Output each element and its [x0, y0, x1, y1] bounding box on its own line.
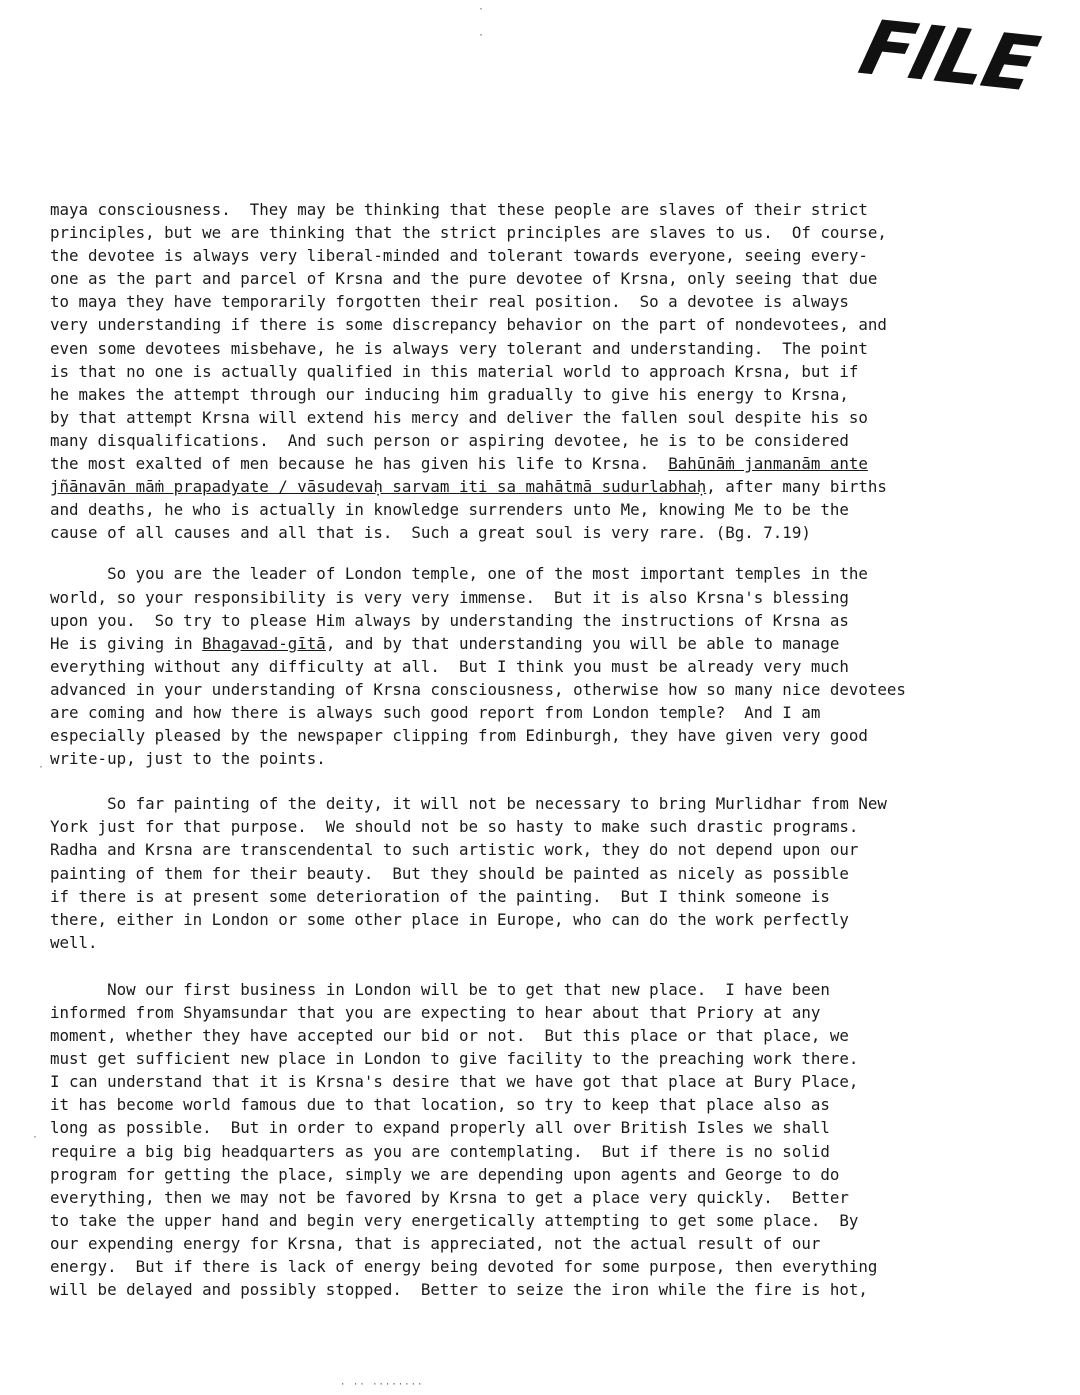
text-line: if there is at present some deterioration of the painting. But I think someone is — [50, 886, 830, 906]
verse-line: jñānavān māṁ prapadyate / vāsudevaḥ sarvam iti sa mahātmā sudurlabhaḥ — [50, 477, 707, 497]
text-line: write-up, just to the points. — [50, 749, 326, 769]
text-line: very understanding if there is some discrepancy behavior on the part of nondevotees, and — [50, 315, 887, 335]
letter-body — [50, 198, 1050, 1301]
paragraph-1 — [50, 198, 1050, 544]
text-line: require a big big headquarters as you are contemplating. But if there is no solid — [50, 1141, 830, 1161]
book-title: Bhagavad-gītā — [202, 633, 326, 653]
text-fragment: , and by that understanding you will be able to manage — [325, 633, 840, 653]
scan-speck: · — [38, 762, 45, 773]
text-line: world, so your responsibility is very very immense. But it is also Krsna's blessing — [50, 587, 849, 607]
text-line: upon you. So try to please Him always by understanding the instructions of Krsna as — [50, 610, 849, 630]
paragraph-4 — [50, 978, 1050, 1301]
text-line: by that attempt Krsna will extend his mercy and deliver the fallen soul despite his so — [50, 407, 868, 427]
text-line: and deaths, he who is actually in knowledge surrenders unto Me, knowing Me to be the — [50, 500, 849, 520]
text-line — [50, 452, 1050, 475]
file-stamp: FILE — [851, 2, 1046, 109]
text-line: advanced in your understanding of Krsna consciousness, otherwise how so many nice devotees — [50, 679, 906, 699]
text-fragment: , after many births — [706, 477, 887, 497]
text-line: program for getting the place, simply we are depending upon agents and George to do — [50, 1164, 840, 1184]
text-line: will be delayed and possibly stopped. Better to seize the iron while the fire is hot, — [50, 1280, 868, 1300]
paragraph-2 — [50, 562, 1050, 770]
text-line: to take the upper hand and begin very energetically attempting to get some place. By — [50, 1210, 859, 1230]
text-line: well. — [50, 932, 98, 952]
text-line: to maya they have temporarily forgotten their real position. So a devotee is always — [50, 292, 849, 312]
text-line: are coming and how there is always such good report from London temple? And I am — [50, 702, 821, 722]
scan-speck: · — [32, 1132, 39, 1143]
text-line: there, either in London or some other place in Europe, who can do the work perfectly — [50, 909, 849, 929]
text-line: long as possible. But in order to expand properly all over British Isles we shall — [50, 1118, 830, 1138]
text-line — [50, 632, 1050, 655]
text-line: one as the part and parcel of Krsna and the pure devotee of Krsna, only seeing that due — [50, 269, 878, 289]
text-line: energy. But if there is lack of energy being devoted for some purpose, then everything — [50, 1257, 878, 1277]
text-line: especially pleased by the newspaper clipping from Edinburgh, they have given very good — [50, 726, 868, 746]
text-line: our expending energy for Krsna, that is appreciated, not the actual result of our — [50, 1233, 821, 1253]
text-line: Radha and Krsna are transcendental to such artistic work, they do not depend upon our — [50, 840, 859, 860]
footer-scan-mark: · ·· ········ — [340, 1380, 424, 1390]
text-line: everything without any difficulty at all. But I think you must be already very much — [50, 656, 849, 676]
text-line: the devotee is always very liberal-minded and tolerant towards everyone, seeing every- — [50, 246, 868, 266]
text-fragment: the most exalted of men because he has given his life to Krsna. — [50, 454, 650, 474]
text-line: even some devotees misbehave, he is always very tolerant and understanding. The point — [50, 338, 868, 358]
text-line: York just for that purpose. We should not be so hasty to make such drastic programs. — [50, 817, 859, 837]
text-line: I can understand that it is Krsna's desire that we have got that place at Bury Place, — [50, 1072, 859, 1092]
text-line: must get sufficient new place in London to give facility to the preaching work there. — [50, 1049, 859, 1069]
text-line: he makes the attempt through our inducing him gradually to give his energy to Krsna, — [50, 384, 849, 404]
scan-speck: · — [478, 4, 485, 15]
text-line: informed from Shyamsundar that you are expecting to hear about that Priory at any — [50, 1003, 821, 1022]
text-line: maya consciousness. They may be thinking that these people are slaves of their strict — [50, 200, 868, 219]
text-line: cause of all causes and all that is. Such a great soul is very rare. (Bg. 7.19) — [50, 523, 811, 543]
text-line: it has become world famous due to that location, so try to keep that place also as — [50, 1095, 830, 1115]
text-line: moment, whether they have accepted our bid or not. But this place or that place, we — [50, 1026, 849, 1046]
text-fragment: He is giving in — [50, 633, 203, 653]
text-line: principles, but we are thinking that the strict principles are slaves to us. Of course, — [50, 223, 887, 243]
text-line: is that no one is actually qualified in this material world to approach Krsna, but if — [50, 361, 859, 381]
text-line — [50, 475, 1050, 498]
scan-speck: · — [478, 30, 485, 41]
text-line: Now our first business in London will be to get that new place. I have been — [107, 979, 830, 999]
text-line: So you are the leader of London temple, one of the most important temples in the — [107, 564, 868, 584]
verse-start: Bahūnāṁ janmanām ante — [668, 454, 868, 474]
text-line: many disqualifications. And such person or aspiring devotee, he is to be considered — [50, 430, 849, 450]
text-line: So far painting of the deity, it will not be necessary to bring Murlidhar from New — [107, 794, 887, 814]
paragraph-3 — [50, 792, 1050, 954]
text-line: painting of them for their beauty. But they should be painted as nicely as possible — [50, 863, 849, 883]
text-line: everything, then we may not be favored by Krsna to get a place very quickly. Better — [50, 1187, 849, 1207]
